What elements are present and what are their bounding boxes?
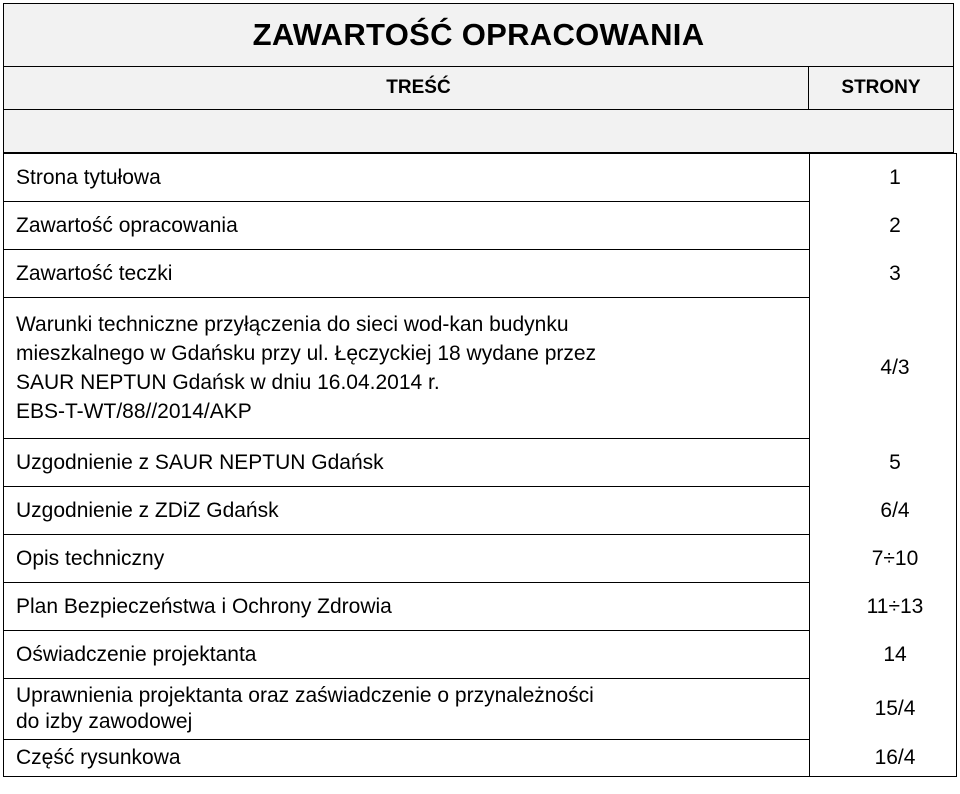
row-pages: 6/4 [810, 487, 957, 535]
row-label: Zawartość teczki [4, 250, 810, 298]
table-row [4, 250, 957, 298]
row-pages: 5 [810, 439, 957, 487]
header-band [3, 110, 954, 153]
row-pages: 15/4 [810, 679, 957, 740]
page-title: ZAWARTOŚĆ OPRACOWANIA [3, 3, 954, 67]
row-label-line: Uprawnienia projektanta oraz zaświadczenie o przynależności [16, 684, 594, 707]
row-label: Oświadczenie projektanta [4, 631, 810, 679]
row-label-line: EBS-T-WT/88//2014/AKP [16, 400, 252, 423]
row-label: Część rysunkowa [4, 740, 810, 777]
table-row [4, 679, 957, 740]
row-pages: 11÷13 [810, 583, 957, 631]
row-label: Strona tytułowa [4, 154, 810, 202]
table-row [4, 631, 957, 679]
row-pages: 1 [810, 154, 957, 202]
contents-sheet [3, 3, 954, 777]
row-label: Uzgodnienie z SAUR NEPTUN Gdańsk [4, 439, 810, 487]
table-row [4, 740, 957, 777]
row-label-line: do izby zawodowej [16, 710, 193, 733]
table-row [4, 439, 957, 487]
contents-table [3, 153, 957, 777]
row-pages: 2 [810, 202, 957, 250]
table-row [4, 535, 957, 583]
row-label: Plan Bezpieczeństwa i Ochrony Zdrowia [4, 583, 810, 631]
header-pages: STRONY [841, 77, 921, 98]
row-label-line: SAUR NEPTUN Gdańsk w dniu 16.04.2014 r. [16, 371, 440, 394]
table-row [4, 202, 957, 250]
row-pages: 4/3 [810, 298, 957, 439]
row-label [4, 679, 810, 740]
row-pages: 14 [810, 631, 957, 679]
header-content: TREŚĆ [4, 67, 809, 109]
row-label-line: Warunki techniczne przyłączenia do sieci wod-kan budynku [16, 313, 569, 336]
row-label: Zawartość opracowania [4, 202, 810, 250]
row-label [4, 298, 810, 439]
table-row [4, 154, 957, 202]
table-header [3, 67, 954, 110]
row-pages: 7÷10 [810, 535, 957, 583]
table-row [4, 298, 957, 439]
table-row [4, 583, 957, 631]
row-label-line: mieszkalnego w Gdańsku przy ul. Łęczyckiej 18 wydane przez [16, 342, 597, 365]
row-pages: 3 [810, 250, 957, 298]
row-label: Opis techniczny [4, 535, 810, 583]
row-pages: 16/4 [810, 740, 957, 777]
table-row [4, 487, 957, 535]
row-label: Uzgodnienie z ZDiZ Gdańsk [4, 487, 810, 535]
